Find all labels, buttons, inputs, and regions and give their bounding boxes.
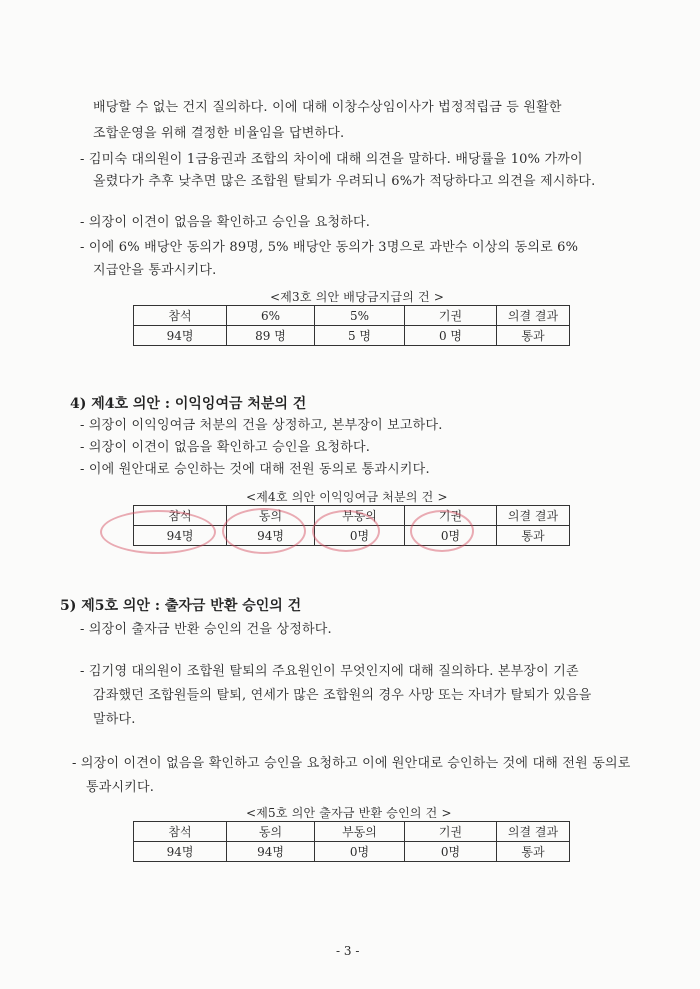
text-line: - 이에 원안대로 승인하는 것에 대해 전원 동의로 통과시키다. [80,462,430,477]
text-line: 조합운영을 위해 결정한 비율임을 답변하다. [93,126,345,141]
header-cell: 동의 [227,506,315,526]
value-cell: 94명 [227,842,315,862]
table-header-row [134,822,570,842]
table-caption: <제3호 의안 배당금지급의 건 > [270,290,445,304]
text-line: 올렸다가 추후 낮추면 많은 조합원 탈퇴가 우려되니 6%가 적당하다고 의견을 제시하다. [93,174,596,189]
value-cell: 94명 [227,526,315,546]
text-line: 말하다. [93,712,136,727]
header-cell: 부동의 [315,506,405,526]
value-cell: 통과 [497,326,570,346]
header-cell: 의결 결과 [497,506,570,526]
text-line: 지급안을 통과시키다. [93,263,217,278]
value-cell: 0명 [405,526,497,546]
table-caption: <제5호 의안 출자금 반환 승인의 건 > [246,806,452,820]
header-cell: 참석 [134,306,227,326]
table-row [134,842,570,862]
header-cell: 동의 [227,822,315,842]
value-cell: 94명 [134,526,227,546]
value-cell: 94명 [134,842,227,862]
seal-stamp [410,510,474,552]
header-cell: 기권 [405,306,497,326]
value-cell: 0명 [405,842,497,862]
value-cell: 0명 [315,842,405,862]
value-cell: 0 명 [405,326,497,346]
header-cell: 참석 [134,822,227,842]
vote-result-table [133,305,570,346]
text-line: 배당할 수 없는 건지 질의하다. 이에 대해 이창수상임이사가 법정적립금 등 원활한 [93,100,562,115]
section-heading: 5) 제5호 의안 : 출자금 반환 승인의 건 [60,598,302,614]
value-cell: 통과 [497,526,570,546]
vote-result-table [133,821,570,862]
text-line: - 의장이 출자금 반환 승인의 건을 상정하다. [80,622,332,637]
header-cell: 기권 [405,822,497,842]
value-cell: 통과 [497,842,570,862]
table-row [134,326,570,346]
header-cell: 의결 결과 [497,822,570,842]
seal-stamp [312,510,380,552]
text-line: - 의장이 이견이 없음을 확인하고 승인을 요청하다. [80,440,371,455]
value-cell: 0명 [315,526,405,546]
value-cell: 94명 [134,326,227,346]
seal-stamp [100,510,216,554]
seal-stamp [222,508,306,554]
header-cell: 5% [315,306,405,326]
value-cell: 5 명 [315,326,405,346]
text-line: - 이에 6% 배당안 동의가 89명, 5% 배당안 동의가 3명으로 과반수 이상의 동의로 6% [80,240,579,255]
section-heading: 4) 제4호 의안 : 이익잉여금 처분의 건 [70,396,307,412]
table-header-row [134,306,570,326]
table-caption: <제4호 의안 이익잉여금 처분의 건 > [246,490,448,504]
text-line: 감좌했던 조합원들의 탈퇴, 연세가 많은 조합원의 경우 사망 또는 자녀가 탈퇴가 있음을 [93,688,592,703]
text-line: - 김기영 대의원이 조합원 탈퇴의 주요원인이 무엇인지에 대해 질의하다. 본부장이 기존 [80,664,579,679]
header-cell: 부동의 [315,822,405,842]
text-line: 통과시키다. [86,780,155,795]
header-cell: 6% [227,306,315,326]
text-line: - 의장이 이익잉여금 처분의 건을 상정하고, 본부장이 보고하다. [80,418,443,433]
header-cell: 의결 결과 [497,306,570,326]
value-cell: 89 명 [227,326,315,346]
header-cell: 기권 [405,506,497,526]
text-line: - 김미숙 대의원이 1금융권과 조합의 차이에 대해 의견을 말하다. 배당률을 10% 가까이 [80,152,583,167]
text-line: - 의장이 이견이 없음을 확인하고 승인을 요청하다. [80,215,371,230]
page-number: - 3 - [336,944,360,958]
text-line: - 의장이 이견이 없음을 확인하고 승인을 요청하고 이에 원안대로 승인하는 것에 대해 전원 동의로 [72,756,631,771]
header-cell: 참석 [134,506,227,526]
